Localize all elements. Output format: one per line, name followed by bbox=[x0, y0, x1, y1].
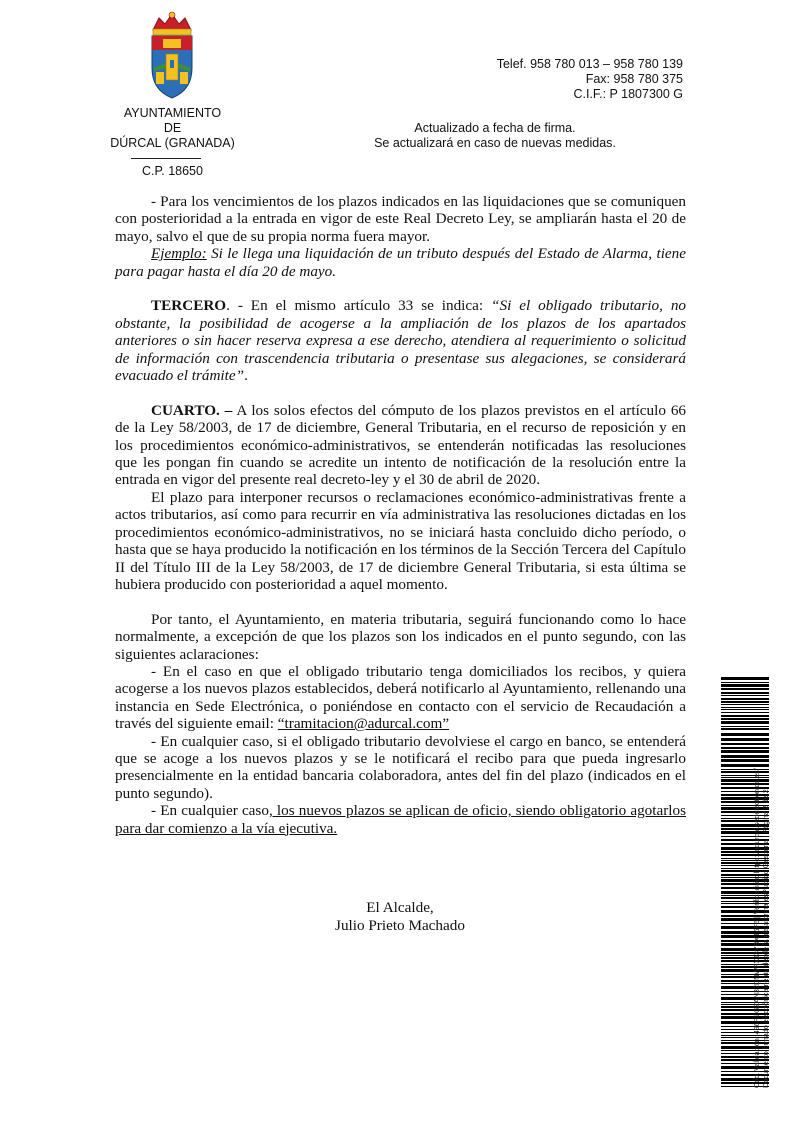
paragraph-vencimientos: - Para los vencimientos de los plazos indicados en las liquidaciones que se comuniquen con posterioridad a la entrada en vigor de este Real Decreto Ley, se ampliarán hasta el 20 de mayo, salvo el que de su propia norma fuera mayor. bbox=[115, 193, 686, 245]
barcode-bar bbox=[721, 701, 769, 703]
email-link[interactable]: “tramitacion@adurcal.com” bbox=[277, 715, 450, 733]
barcode-bar bbox=[721, 704, 769, 705]
barcode-bar bbox=[721, 684, 769, 687]
barcode-bar bbox=[721, 721, 769, 724]
signature-block bbox=[300, 899, 500, 935]
barcode-bar bbox=[721, 726, 769, 727]
contact-fax: Fax: 958 780 375 bbox=[585, 72, 683, 86]
example-text: Si le llega una liquidación de un tributo después del Estado de Alarma, tiene para pagar hasta el día 20 de mayo. bbox=[115, 245, 686, 280]
paragraph-plazo: El plazo para interponer recursos o reclamaciones económico-administrativas frente a actos tributarios, así como para recurrir en vía administrativa las resoluciones dictadas en los procedimientos económico-administrativos, no se iniciará hasta concluido dicho período, o hasta que se haya producido la notificación en los términos de la Sección Tercera del Capítulo II del Título III de la Ley 58/2003, de 17 de diciembre General Tributaria, si esta última se hubiera producido con posterioridad a aquel momento. bbox=[115, 488, 686, 593]
verification-line2: Documento firmado electrónicamente desde la plataforma esPublico Gestiona | Página 2 de 2 bbox=[761, 789, 770, 1088]
paragraph-banco: - En cualquier caso, si el obligado tributario devolviese el cargo en banco, se entenderá que se acoge a los nuevos plazos y se le notificará el recibo para que pueda ingresarlo presencialmente en la entidad bancaria colaboradora, antes del fin del plazo (indicados en el punto segundo). bbox=[115, 732, 686, 802]
barcode-bar bbox=[721, 709, 769, 710]
verification-text bbox=[752, 733, 770, 1088]
barcode-icon bbox=[721, 677, 769, 731]
tercero-label: TERCERO bbox=[151, 297, 227, 315]
barcode-bar bbox=[721, 695, 769, 696]
barcode-bar bbox=[721, 682, 769, 683]
updated-note-line1: Actualizado a fecha de firma. bbox=[414, 121, 576, 135]
example-label: Ejemplo: bbox=[151, 245, 207, 263]
updated-note-line2: Se actualizará en caso de nuevas medidas. bbox=[374, 136, 616, 150]
barcode-bar bbox=[721, 728, 769, 730]
document-body bbox=[115, 193, 686, 837]
paragraph-por-tanto: Por tanto, el Ayuntamiento, en materia tributaria, seguirá funcionando como lo hace normalmente, a excepción de que los plazos son los indicados en el punto segundo, con las siguientes aclaraciones: bbox=[115, 610, 686, 663]
signature-title: El Alcalde, bbox=[366, 899, 434, 916]
barcode-bar bbox=[721, 715, 769, 717]
paragraph-domiciliados bbox=[115, 663, 686, 733]
org-name: AYUNTAMIENTO bbox=[123, 106, 222, 120]
coat-of-arms-logo bbox=[145, 10, 199, 102]
org-province: DÚRCAL (GRANADA) bbox=[110, 136, 235, 150]
paragraph-example bbox=[115, 245, 686, 280]
cuarto-label: CUARTO. – bbox=[151, 401, 233, 419]
contact-phone: Telef. 958 780 013 – 958 780 139 bbox=[496, 57, 683, 71]
oficio-underlined: , los nuevos plazos se aplican de oficio, siendo obligatorio agotarlos para dar comienzo a la vía ejecutiva. bbox=[115, 802, 687, 837]
contact-cif: C.I.F.: P 1807300 G bbox=[573, 87, 683, 101]
tercero-quote: “Si el obligado tributario, no obstante, la posibilidad de acogerse a la ampliación de los plazos de los apartados anteriores o sin hacer reserva expresa a ese derecho, atendiera al requerimiento o solicitud de información con trascendencia tributaria o presentase sus alegaciones, se considerará evacuado el trámite” bbox=[115, 297, 687, 385]
barcode-bar bbox=[721, 677, 769, 680]
paragraph-tercero bbox=[115, 297, 686, 384]
cuarto-text: A los solos efectos del cómputo de los plazos previstos en el artículo 66 de la Ley 58/2003, de 17 de diciembre, General Tributaria, en el recurso de reposición y en los procedimientos económico-administrativos, se entenderán notificadas las resoluciones que les pongan fin cuando se acredite un intento de notificación de la resolución entre la entrada en vigor del presente real decreto-ley y el 30 de abril de 2020. bbox=[115, 401, 687, 489]
paragraph-cuarto bbox=[115, 402, 686, 489]
org-sub: DE bbox=[163, 121, 182, 135]
barcode-bar bbox=[721, 707, 769, 708]
verification-line1: Cód. Validación: 496RLGZAN32DNWFXJ3YBXT6F6 | Verificación: https://adurcal.sedelectronica.es/ bbox=[752, 768, 761, 1088]
barcode-bar bbox=[721, 718, 769, 720]
barcode-bar bbox=[721, 698, 769, 700]
tercero-end: . bbox=[244, 367, 248, 385]
domiciliados-text: - En el caso en que el obligado tributario tenga domiciliados los recibos, y quiera acogerse a los nuevos plazos establecidos, deberá notificarlo al Ayuntamiento, rellenando una instancia en Sede Electrónica, o poniéndose en contacto con el servicio de Recaudación a través del siguiente email: bbox=[115, 662, 686, 733]
org-postal-code: C.P. 18650 bbox=[142, 164, 203, 178]
tercero-intro: . - En el mismo artículo 33 se indica: bbox=[226, 297, 492, 315]
barcode-bar bbox=[721, 688, 769, 690]
barcode-bar bbox=[721, 692, 769, 694]
paragraph-oficio bbox=[115, 802, 686, 837]
signature-name: Julio Prieto Machado bbox=[335, 917, 465, 934]
oficio-start: - En cualquier caso bbox=[151, 802, 269, 820]
barcode-bar bbox=[721, 712, 769, 713]
org-divider bbox=[131, 158, 201, 159]
